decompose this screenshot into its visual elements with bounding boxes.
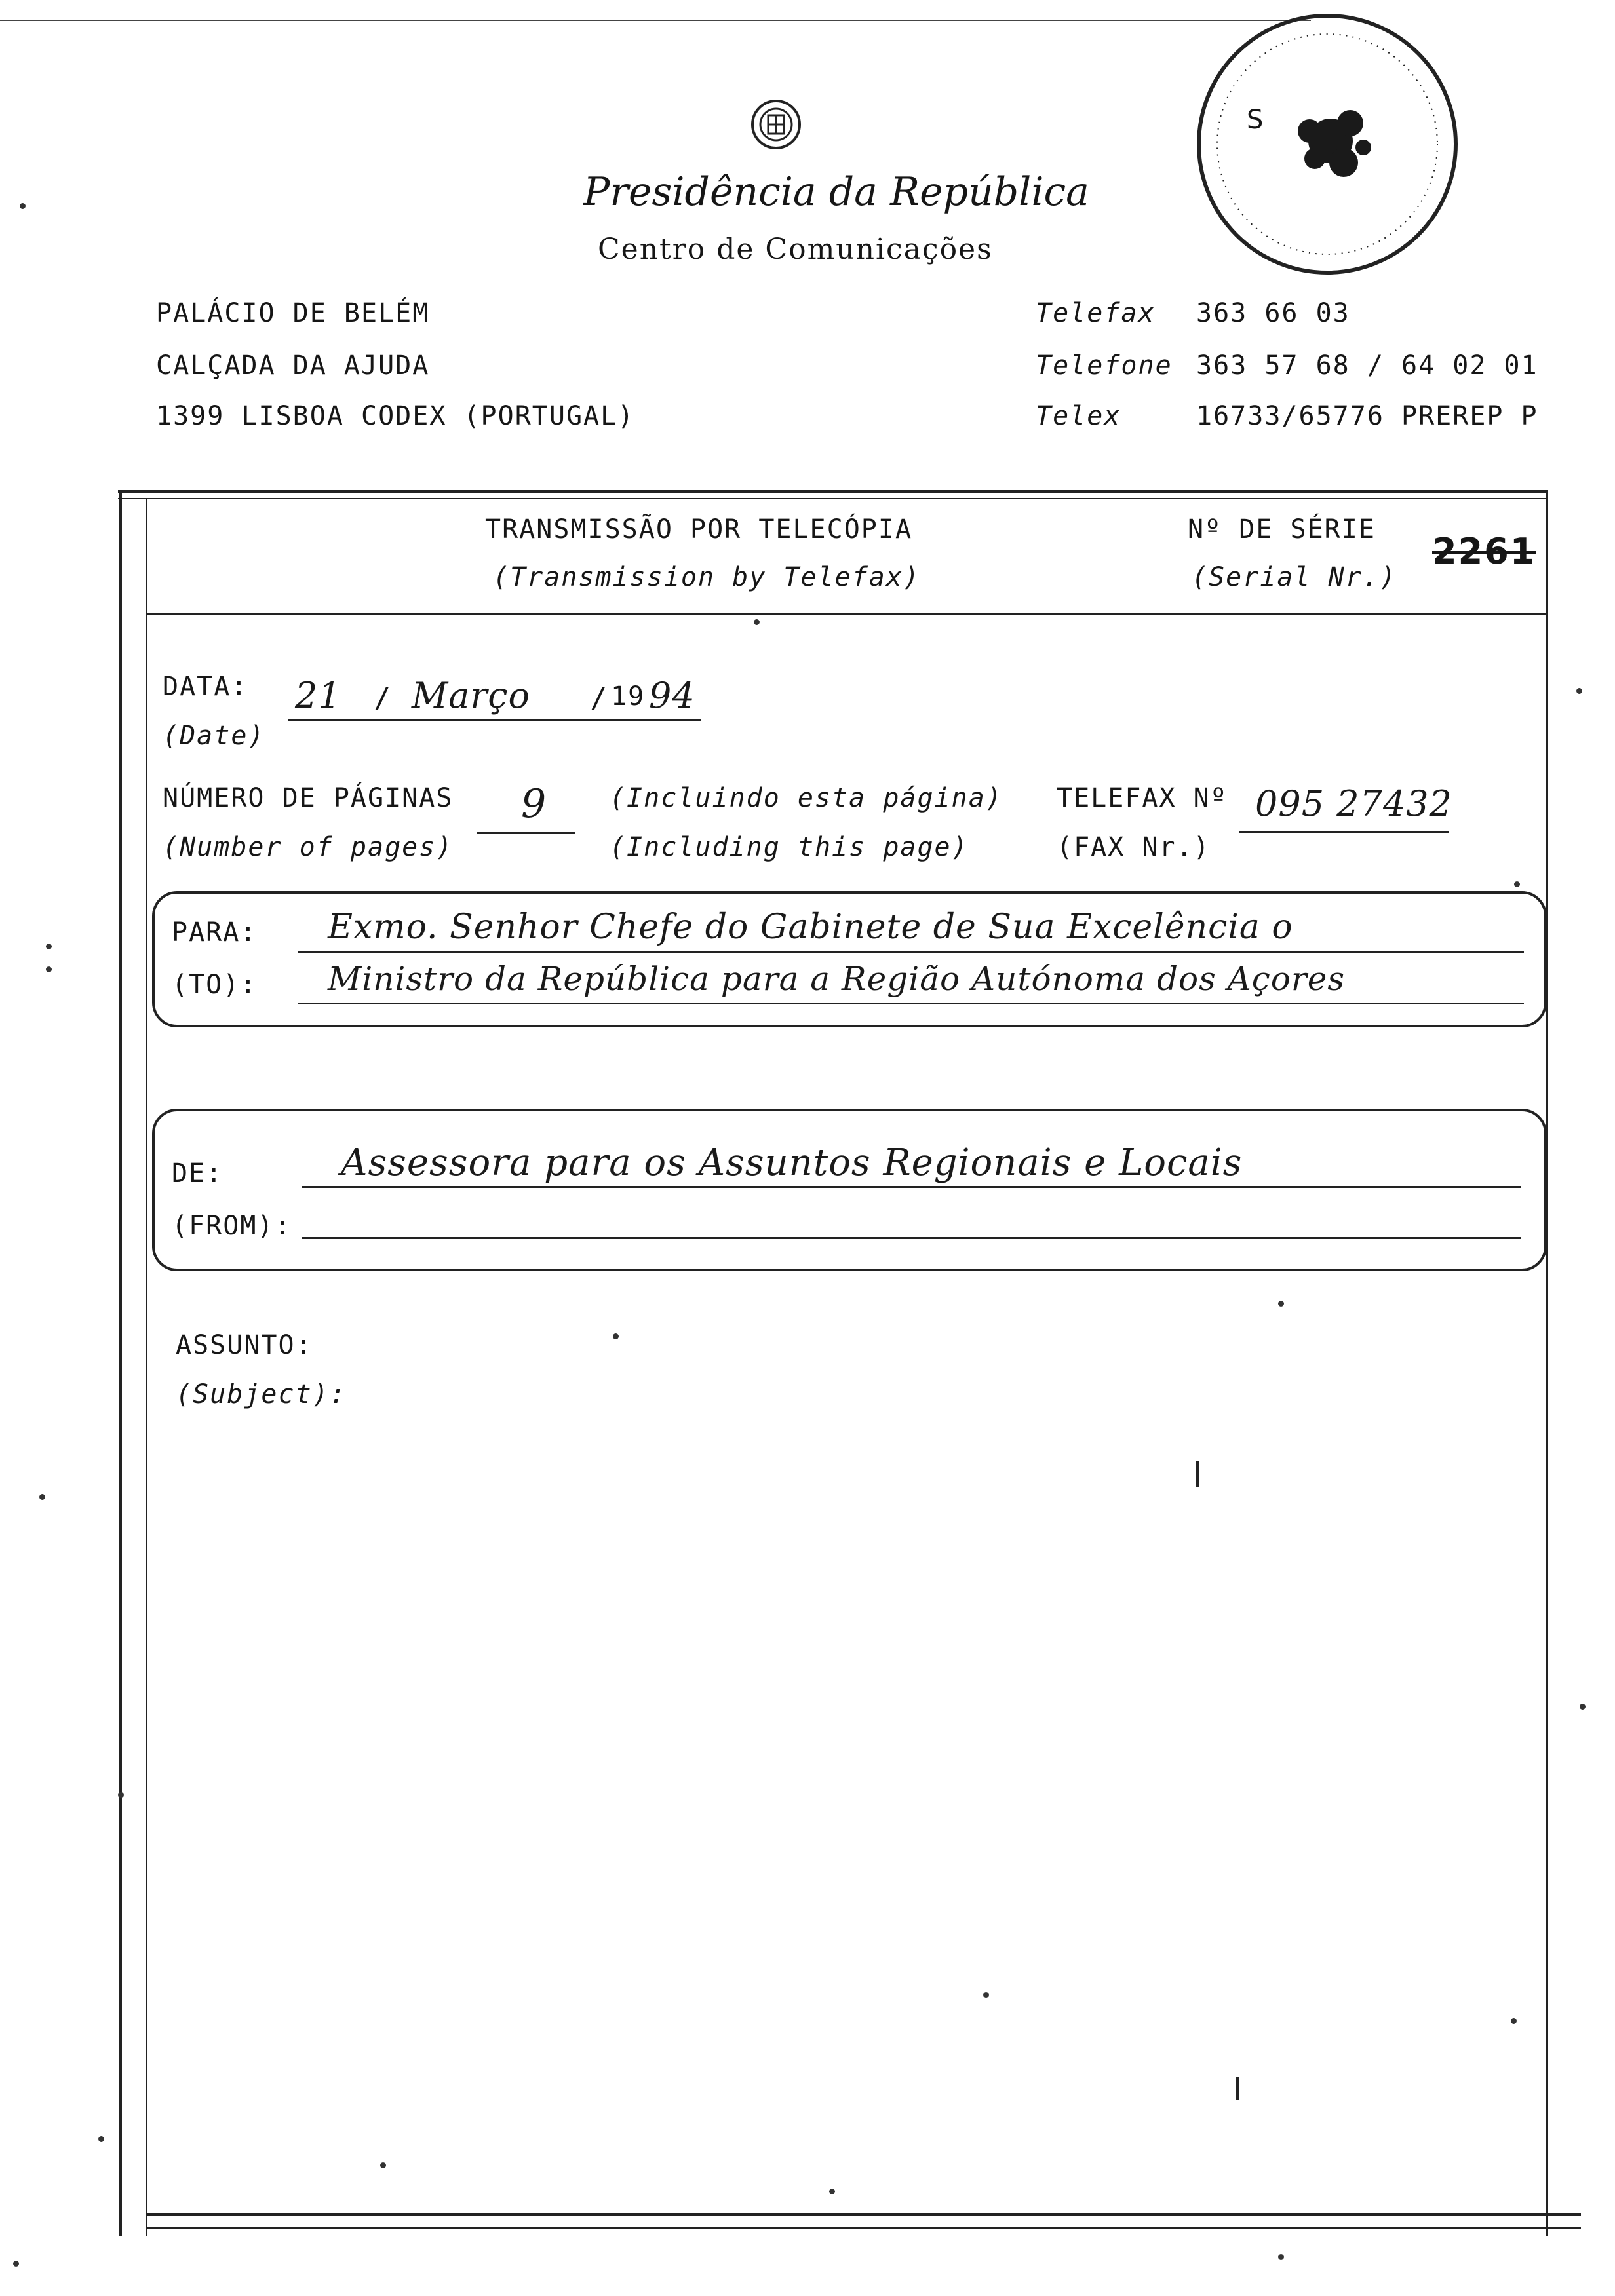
fax-label: TELEFAX Nº bbox=[1057, 783, 1228, 813]
scan-speck bbox=[1580, 1704, 1586, 1710]
frame-bottom-border-2 bbox=[146, 2227, 1581, 2229]
fax-number-value: 095 27432 bbox=[1255, 783, 1453, 824]
pages-value: 9 bbox=[521, 781, 547, 827]
frame-left-border bbox=[119, 490, 122, 2236]
scan-speck bbox=[46, 944, 52, 949]
date-separator-2: / bbox=[590, 681, 609, 715]
date-year-suffix: 94 bbox=[649, 675, 695, 716]
from-label: DE: bbox=[172, 1158, 224, 1189]
date-month: Março bbox=[412, 675, 531, 716]
pages-note: (Incluindo esta página) bbox=[610, 783, 1003, 813]
scan-speck bbox=[39, 1494, 45, 1500]
sender-box bbox=[152, 1109, 1547, 1271]
recipient-underline-1 bbox=[298, 951, 1524, 953]
coat-of-arms-icon bbox=[749, 92, 804, 157]
department-name: Centro de Comunicações bbox=[598, 233, 993, 266]
serial-label-en: (Serial Nr.) bbox=[1192, 562, 1397, 592]
recipient-line-2: Ministro da República para a Região Autónoma dos Açores bbox=[328, 960, 1345, 998]
address-line-1: PALÁCIO DE BELÉM bbox=[156, 298, 430, 328]
from-label-en: (FROM): bbox=[172, 1211, 292, 1241]
scan-speck bbox=[1278, 2254, 1284, 2260]
date-label-en: (Date) bbox=[163, 721, 265, 751]
frame-left-border-inner bbox=[146, 499, 147, 2236]
contact-value-telefax: 363 66 03 bbox=[1196, 298, 1350, 328]
scan-speck bbox=[1514, 881, 1520, 887]
scan-speck bbox=[46, 966, 52, 972]
contact-label-telefone: Telefone bbox=[1036, 351, 1173, 381]
scan-speck bbox=[13, 2261, 19, 2267]
scan-speck bbox=[98, 2136, 104, 2142]
recipient-line-1: Exmo. Senhor Chefe do Gabinete de Sua Excelência o bbox=[328, 908, 1293, 947]
stamp-letter: S bbox=[1247, 105, 1264, 135]
scan-speck bbox=[1511, 2018, 1517, 2024]
frame-right-border bbox=[1546, 490, 1548, 2236]
scan-speck bbox=[829, 2189, 835, 2194]
scan-speck bbox=[754, 619, 760, 625]
date-underline bbox=[288, 719, 701, 721]
contact-value-telex: 16733/65776 PREREP P bbox=[1196, 401, 1538, 431]
scan-speck bbox=[613, 1333, 619, 1339]
scan-mark bbox=[1196, 1461, 1199, 1487]
frame-top-border-inner bbox=[118, 498, 1547, 499]
frame-bottom-border bbox=[146, 2213, 1581, 2216]
subject-label: ASSUNTO: bbox=[176, 1330, 313, 1360]
communications-stamp-icon bbox=[1186, 7, 1468, 282]
frame-top-border bbox=[118, 490, 1547, 493]
fax-underline bbox=[1239, 831, 1449, 833]
scan-mark bbox=[1236, 2077, 1239, 2100]
date-label: DATA: bbox=[163, 672, 248, 702]
sender-underline-1 bbox=[302, 1186, 1521, 1188]
contact-label-telefax: Telefax bbox=[1036, 298, 1156, 328]
serial-label: Nº DE SÉRIE bbox=[1188, 514, 1376, 545]
scan-speck bbox=[380, 2162, 386, 2168]
org-name: Presidência da República bbox=[583, 169, 1089, 215]
pages-label-en: (Number of pages) bbox=[163, 832, 454, 862]
scan-top-edge bbox=[0, 20, 1311, 21]
header-divider bbox=[146, 613, 1548, 615]
scan-speck bbox=[1278, 1301, 1284, 1307]
contact-value-telefone: 363 57 68 / 64 02 01 bbox=[1196, 351, 1538, 381]
form-title: TRANSMISSÃO POR TELECÓPIA bbox=[485, 514, 913, 545]
date-separator-1: / bbox=[374, 681, 393, 715]
subject-label-en: (Subject): bbox=[176, 1379, 347, 1409]
sender-underline-2 bbox=[302, 1237, 1521, 1239]
sender-line-1: Assessora para os Assuntos Regionais e Locais bbox=[341, 1141, 1243, 1184]
scan-speck bbox=[1576, 688, 1582, 694]
pages-underline bbox=[477, 832, 575, 834]
to-label-en: (TO): bbox=[172, 970, 258, 1000]
scan-speck bbox=[20, 203, 26, 209]
date-year-prefix: 19 bbox=[611, 681, 646, 712]
scan-speck bbox=[983, 1992, 989, 1998]
pages-note-en: (Including this page) bbox=[610, 832, 969, 862]
address-line-3: 1399 LISBOA CODEX (PORTUGAL) bbox=[156, 401, 635, 431]
recipient-underline-2 bbox=[298, 1003, 1524, 1004]
to-label: PARA: bbox=[172, 917, 258, 947]
pages-label: NÚMERO DE PÁGINAS bbox=[163, 783, 454, 813]
form-title-en: (Transmission by Telefax) bbox=[493, 562, 921, 592]
fax-label-en: (FAX Nr.) bbox=[1057, 832, 1211, 862]
date-day: 21 bbox=[295, 675, 341, 716]
serial-number: 2261 bbox=[1432, 531, 1536, 572]
contact-label-telex: Telex bbox=[1036, 401, 1121, 431]
address-line-2: CALÇADA DA AJUDA bbox=[156, 351, 430, 381]
scan-speck bbox=[118, 1792, 124, 1798]
